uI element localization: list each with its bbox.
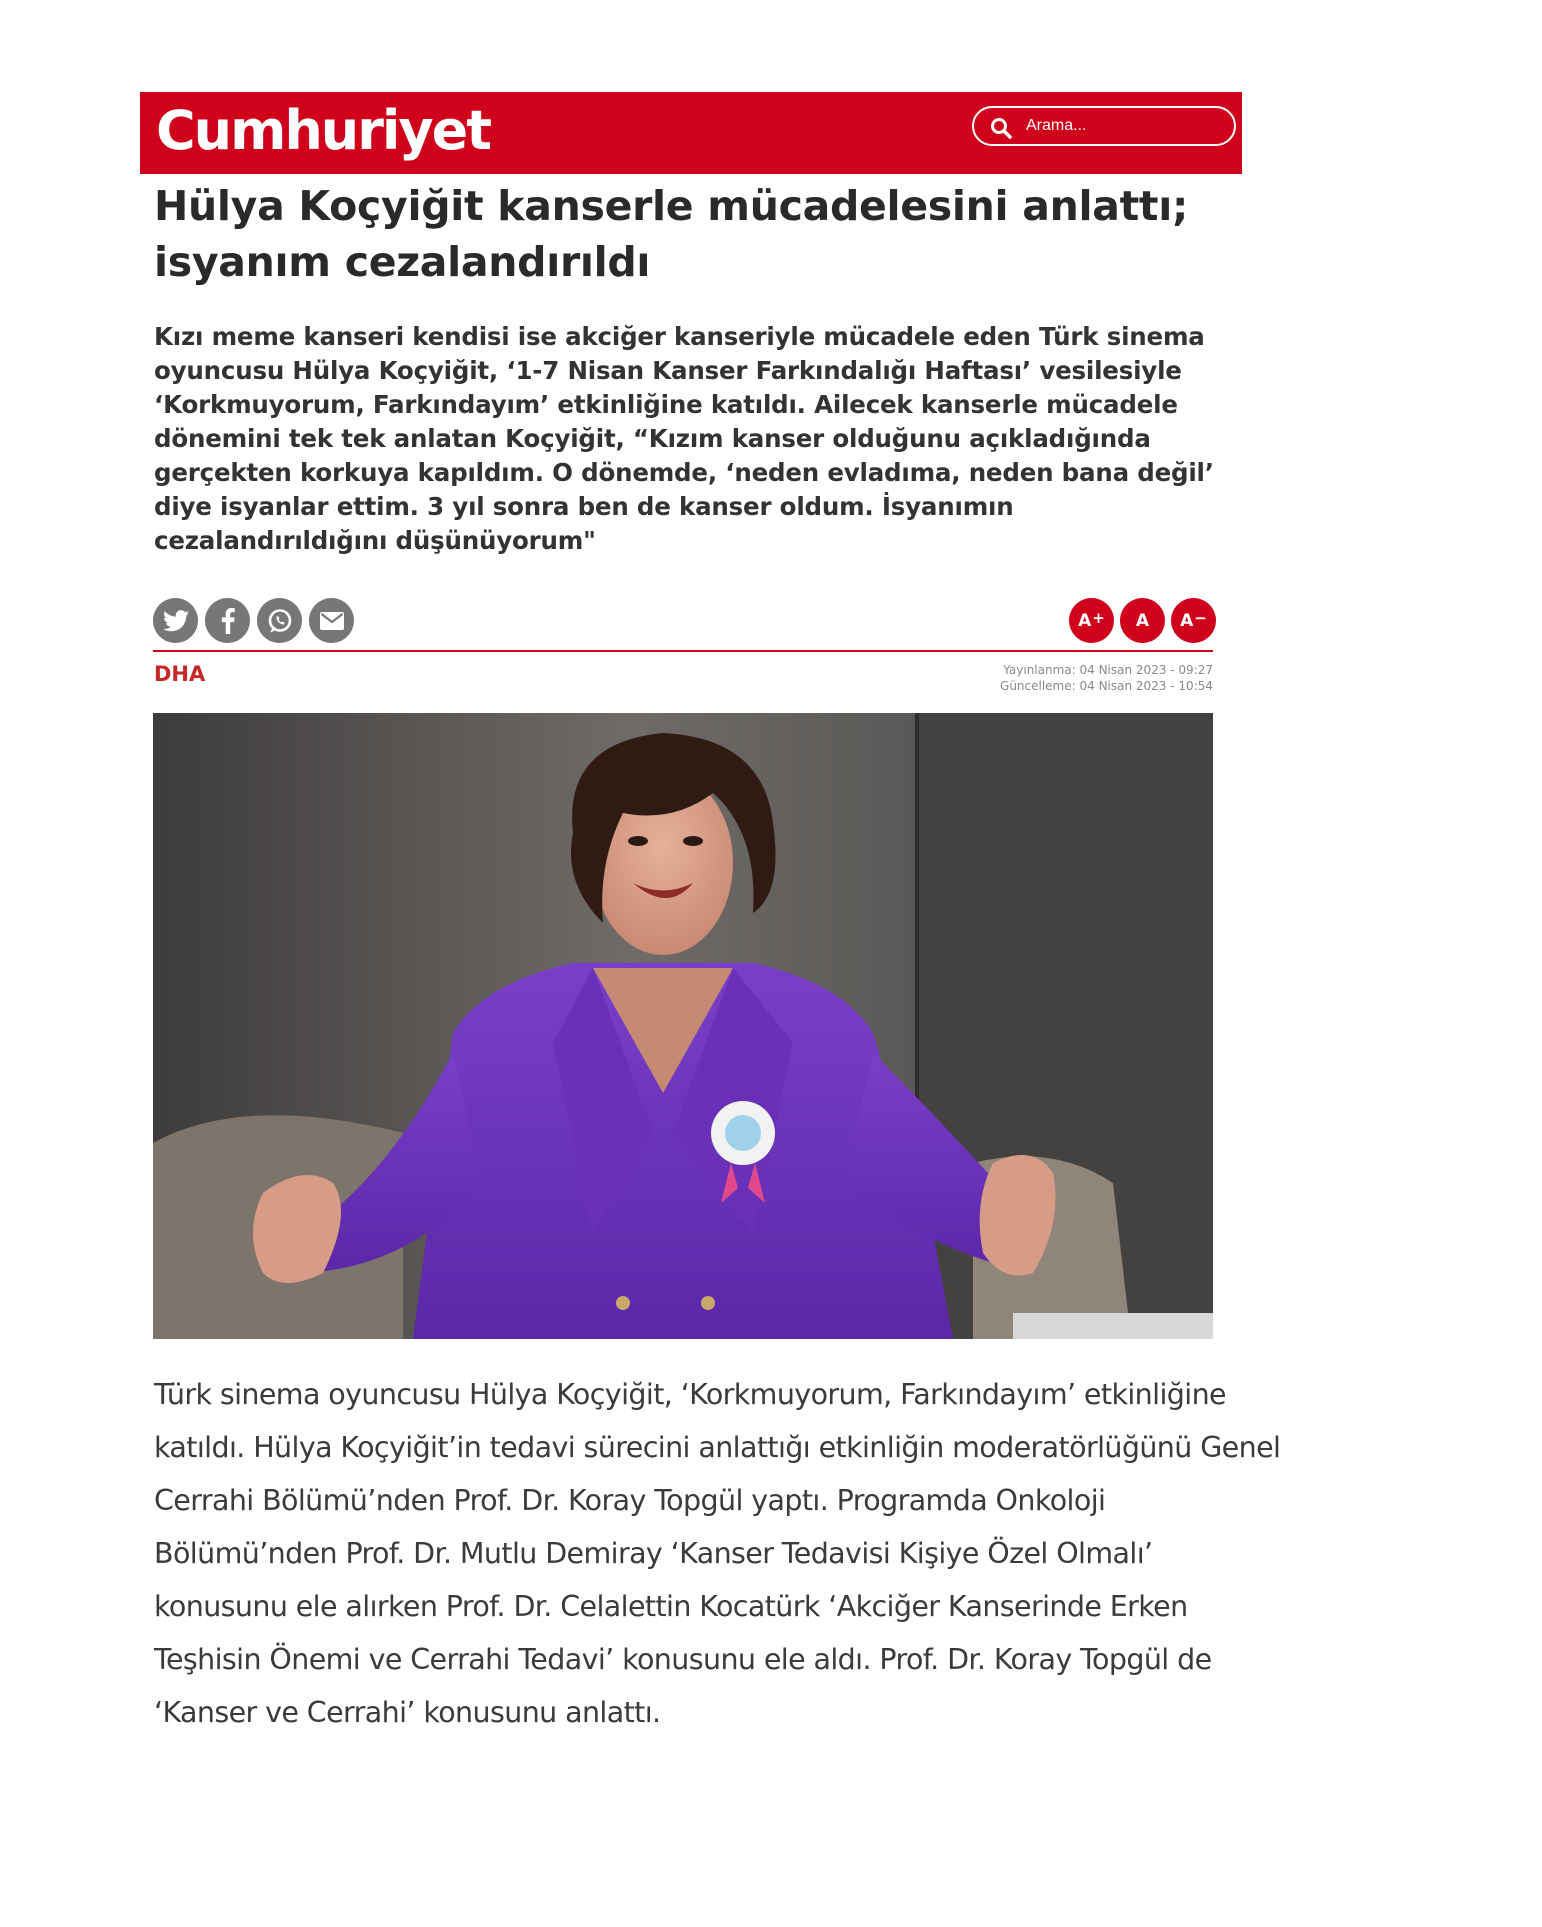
published-date: Yayınlanma: 04 Nisan 2023 - 09:27 (1003, 663, 1213, 677)
updated-date: Güncelleme: 04 Nisan 2023 - 10:54 (1000, 679, 1213, 693)
whatsapp-share-button[interactable] (257, 598, 302, 643)
article-dates (1000, 662, 1213, 694)
share-bar (153, 598, 354, 643)
email-icon (320, 612, 344, 630)
search-box[interactable] (972, 106, 1236, 146)
site-logo[interactable]: Cumhuriyet (156, 99, 491, 162)
facebook-share-button[interactable] (205, 598, 250, 643)
font-decrease-button[interactable] (1171, 598, 1216, 643)
article-photo (153, 713, 1213, 1339)
email-share-button[interactable] (309, 598, 354, 643)
font-increase-label: A (1078, 610, 1092, 631)
plus-icon: + (1092, 608, 1105, 627)
search-input[interactable] (1026, 114, 1216, 138)
article-title: Hülya Koçyiğit kanserle mücadelesini anlattı; isyanım cezalandırıldı (154, 182, 1189, 286)
font-reset-label: A (1135, 610, 1150, 631)
minus-icon: − (1194, 608, 1207, 627)
site-header (140, 92, 1242, 174)
facebook-icon (221, 608, 235, 634)
twitter-share-button[interactable] (153, 598, 198, 643)
article-photo-illustration (153, 713, 1213, 1339)
font-increase-button[interactable] (1069, 598, 1114, 643)
twitter-icon (163, 610, 189, 632)
meta-divider (153, 650, 1213, 652)
news-source[interactable]: DHA (154, 662, 206, 686)
search-icon[interactable] (990, 117, 1012, 139)
whatsapp-icon (266, 607, 294, 635)
font-size-controls (1069, 598, 1216, 643)
article-body: Türk sinema oyuncusu Hülya Koçyiğit, ‘Korkmuyorum, Farkındayım’ etkinliğine katıldı. Hülya Koçyiğit’in tedavi sürecini anlattığı etkinliğin moderatörlüğünü Genel Cerrahi Bölümü’nden Prof. Dr. Koray Topgül yaptı. Programda Onkoloji Bölümü’nden Prof. Dr. Mutlu Demiray ‘Kanser Tedavisi Kişiye Özel Olmalı’ konusunu ele alırken Prof. Dr. Celalettin Kocatürk ‘Akciğer Kanserinde Erken Teşhisin Önemi ve Cerrahi Tedavi’ konusunu ele aldı. Prof. Dr. Koray Topgül de ‘Kanser ve Cerrahi’ konusunu anlattı. (154, 1378, 1281, 1729)
font-decrease-label: A (1180, 610, 1194, 631)
article-summary: Kızı meme kanseri kendisi ise akciğer kanseriyle mücadele eden Türk sinema oyuncusu Hülya Koçyiğit, ‘1-7 Nisan Kanser Farkındalığı Haftası’ vesilesiyle ‘Korkmuyorum, Farkındayım’ etkinliğine katıldı. Ailecek kanserle mücadele dönemini tek tek anlatan Koçyiğit, “Kızım kanser olduğunu açıkladığında gerçekten korkuya kapıldım. O dönemde, ‘neden evladıma, neden bana değil’ diye isyanlar ettim. 3 yıl sonra ben de kanser oldum. İsyanımın cezalandırıldığını düşünüyorum" (154, 322, 1214, 555)
font-reset-button[interactable] (1120, 598, 1165, 643)
